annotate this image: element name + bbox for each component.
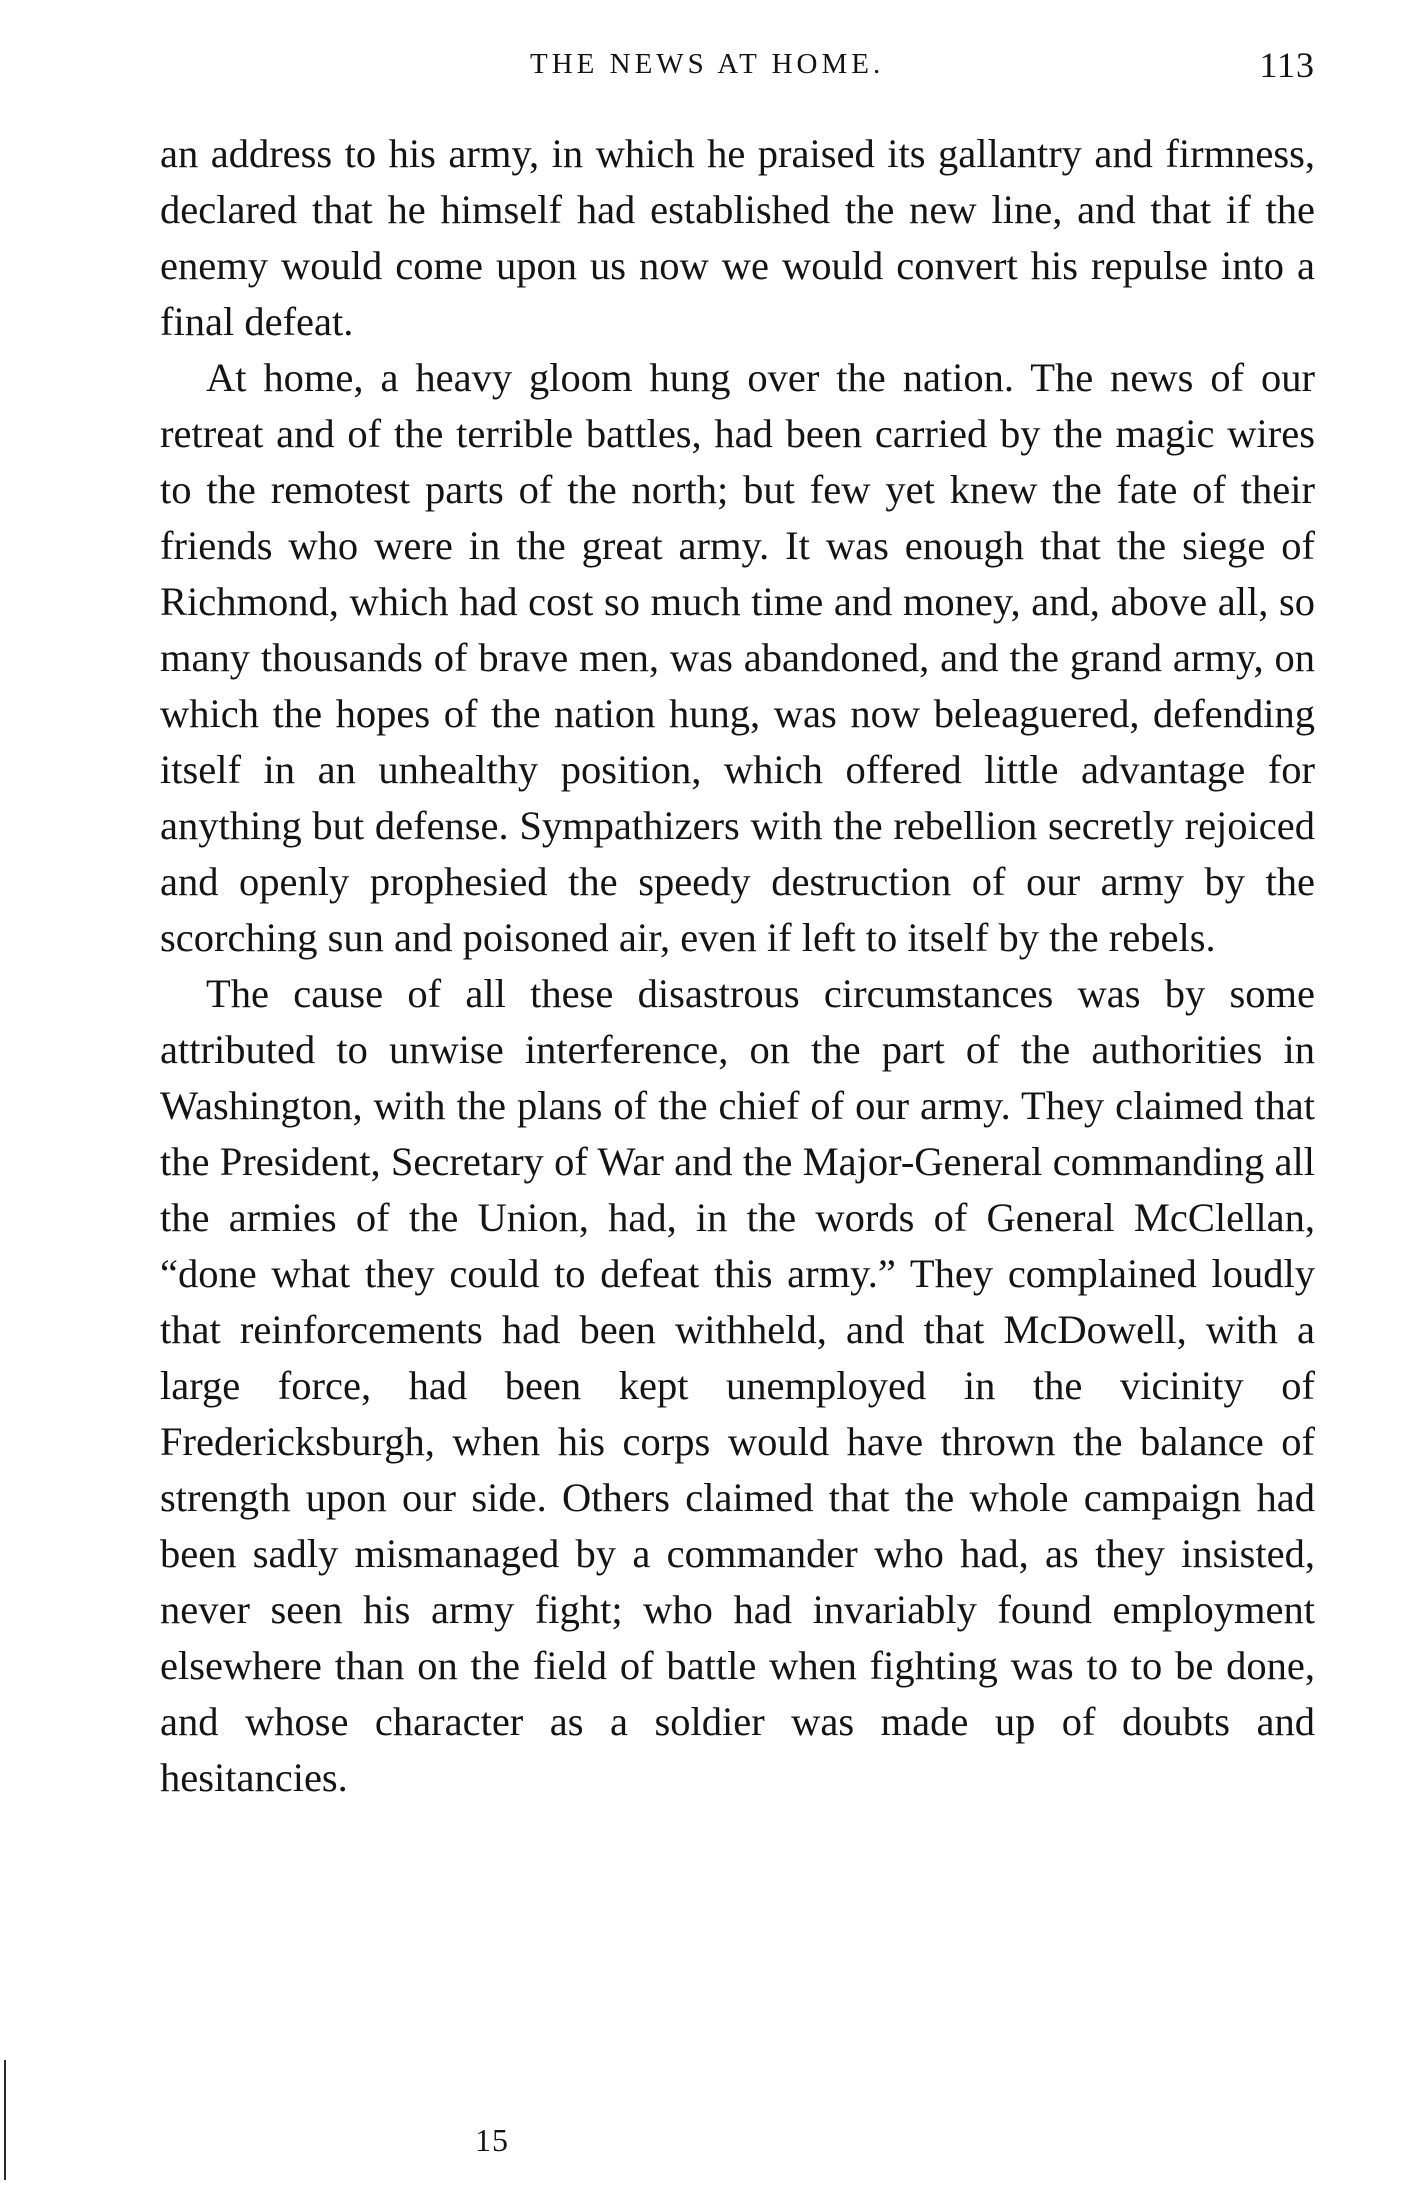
paragraph: an address to his army, in which he praised its gallantry and firmness, declared that he himself had established the new line, and that if the enemy would come upon us now we would convert his repulse into a final defeat. [160,131,1315,344]
body-text [160,126,1315,1806]
running-title: THE NEWS AT HOME. [530,48,885,80]
margin-rule [4,2060,6,2180]
page-number: 113 [1259,45,1315,85]
paragraph: At home, a heavy gloom hung over the nation. The news of our retreat and of the terrible battles, had been carried by the magic wires to the remotest parts of the north; but few yet knew the fate of their friends who were in the great army. It was enough that the siege of Richmond, which had cost so much time and money, and, above all, so many thousands of brave men, was abandoned, and the grand army, on which the hopes of the nation hung, was now beleaguered, defending itself in an unhealthy position, which offered little advantage for anything but defense. Sympathizers with the rebellion secretly rejoiced and openly prophesied the speedy destruction of our army by the scorching sun and poisoned air, even if left to itself by the rebels. [160,355,1315,960]
signature-mark: 15 [475,2122,509,2158]
page-header [160,45,1315,88]
paragraph: The cause of all these disastrous circumstances was by some attributed to unwise interference, on the part of the authorities in Washington, with the plans of the chief of our army. They claimed that the President, Secretary of War and the Major-General commanding all the armies of the Union, had, in the words of General McClellan, “done what they could to defeat this army.” They complained loudly that reinforcements had been withheld, and that McDowell, with a large force, had been kept unemployed in the vicinity of Fredericksburgh, when his corps would have thrown the balance of strength upon our side. Others claimed that the whole campaign had been sadly mismanaged by a commander who had, as they insisted, never seen his army fight; who had invariably found employment elsewhere than on the field of battle when fighting was to to be done, and whose character as a soldier was made up of doubts and hesitancies. [160,971,1315,1800]
